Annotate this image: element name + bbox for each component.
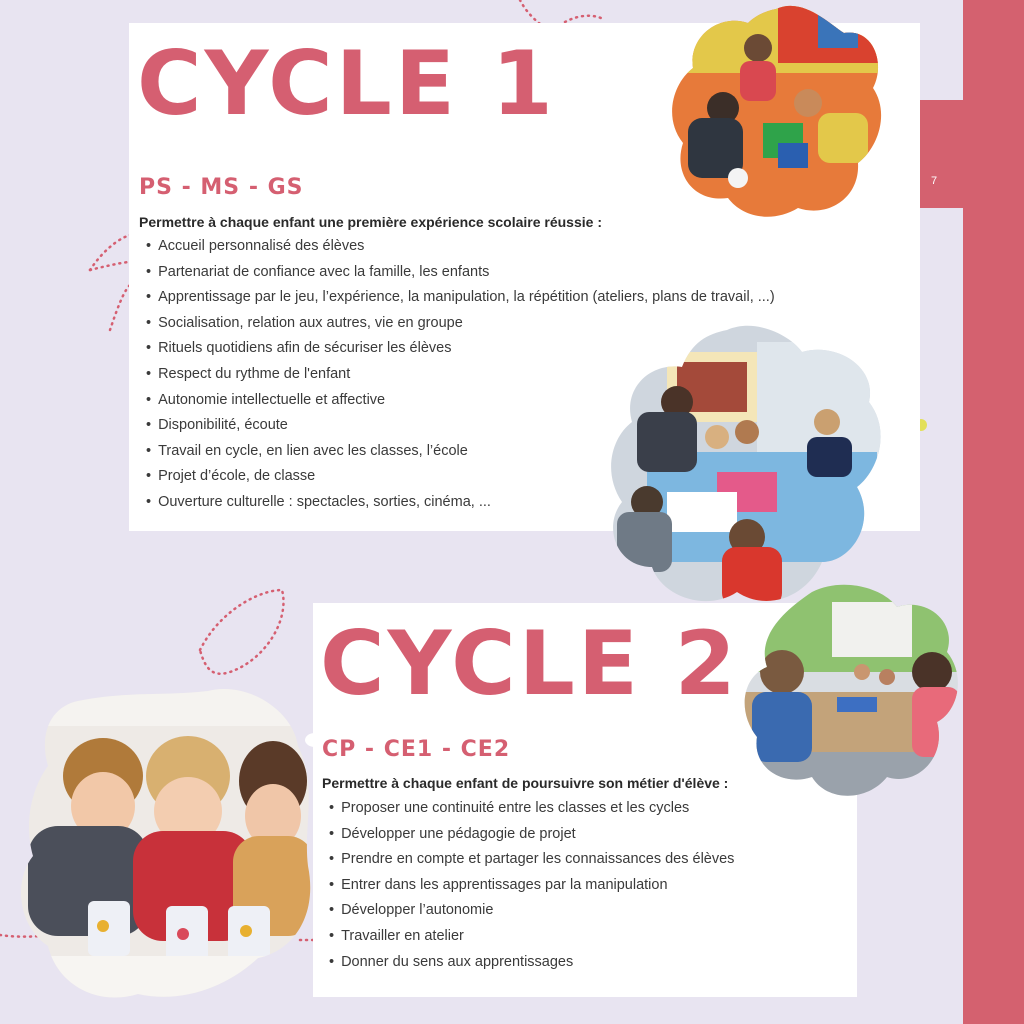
list-item: • Développer une pédagogie de projet <box>329 822 734 848</box>
list-item: • Prendre en compte et partager les connaissances des élèves <box>329 847 734 873</box>
page-number: 7 <box>931 175 938 187</box>
classroom-table-activity-photo <box>607 322 883 607</box>
list-item: • Ouverture culturelle : spectacles, sorties, cinéma, ... <box>146 490 775 516</box>
cycle-1-intro: Permettre à chaque enfant une première expérience scolaire réussie : <box>139 214 602 230</box>
list-item: • Apprentissage par le jeu, l’expérience, la manipulation, la répétition (ateliers, plans de travail, ...) <box>146 285 775 311</box>
list-item: • Entrer dans les apprentissages par la manipulation <box>329 873 734 899</box>
list-item: • Travailler en atelier <box>329 924 734 950</box>
list-item: • Socialisation, relation aux autres, vie en groupe <box>146 311 775 337</box>
list-item: • Accueil personnalisé des élèves <box>146 234 775 260</box>
list-item: • Développer l’autonomie <box>329 898 734 924</box>
list-item: • Rituels quotidiens afin de sécuriser les élèves <box>146 336 775 362</box>
list-item: • Donner du sens aux apprentissages <box>329 950 734 976</box>
cycle-1-title: CYCLE 1 <box>137 32 556 135</box>
cycle-1-levels: PS - MS - GS <box>139 175 304 200</box>
cycle-2-levels: CP - CE1 - CE2 <box>322 737 511 762</box>
children-playing-with-toys-photo <box>668 3 884 219</box>
page-tab <box>920 100 965 208</box>
list-item: • Autonomie intellectuelle et affective <box>146 388 775 414</box>
side-band <box>963 0 1024 1024</box>
list-item: • Travail en cycle, en lien avec les classes, l’école <box>146 439 775 465</box>
list-item: • Disponibilité, écoute <box>146 413 775 439</box>
list-item: • Partenariat de confiance avec la famille, les enfants <box>146 260 775 286</box>
list-item: • Proposer une continuité entre les classes et les cycles <box>329 796 734 822</box>
list-item: • Respect du rythme de l'enfant <box>146 362 775 388</box>
children-with-jars-photo <box>18 686 314 1004</box>
cycle-2-intro: Permettre à chaque enfant de poursuivre son métier d'élève : <box>322 775 729 791</box>
cycle-2-title: CYCLE 2 <box>320 612 739 715</box>
cycle-2-list <box>329 796 734 975</box>
list-item: • Projet d’école, de classe <box>146 464 775 490</box>
classroom-desks-photo <box>742 582 960 797</box>
